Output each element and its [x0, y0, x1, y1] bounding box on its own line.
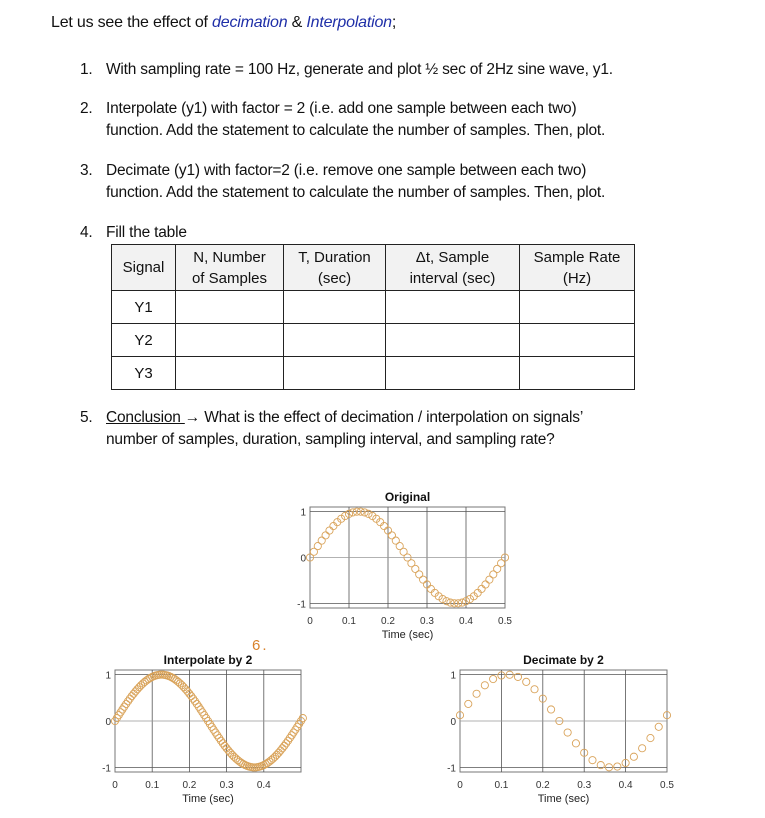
cell-duration[interactable] — [284, 357, 386, 390]
cell-number-of-samples[interactable] — [176, 357, 284, 390]
chart-decimate — [420, 648, 690, 818]
x-tick-label: 0.2 — [535, 780, 550, 791]
header-text-line-1: T, Duration — [298, 248, 371, 266]
y-tick-label: -1 — [102, 763, 111, 775]
task-2 — [80, 98, 605, 142]
task-3 — [80, 160, 605, 204]
header-duration — [284, 245, 386, 291]
task-text-line-1: Decimate (y1) with factor=2 (i.e. remove one sample between each two) — [106, 162, 587, 179]
header-sample-rate — [520, 245, 635, 291]
arrow-icon: → — [184, 409, 201, 426]
cell-sample-rate[interactable] — [520, 324, 635, 357]
header-text-line-1: Δt, Sample — [415, 248, 490, 266]
cell-sample-rate[interactable] — [520, 357, 635, 390]
task-text-line-2: function. Add the statement to calculate the number of samples. Then, plot. — [106, 122, 606, 139]
x-tick-label: 0.1 — [494, 780, 509, 791]
chart-original — [270, 485, 530, 655]
table-header-row — [112, 245, 635, 291]
cell-sample-interval[interactable] — [386, 357, 520, 390]
cell-sample-interval[interactable] — [386, 291, 520, 324]
task-1 — [80, 59, 613, 81]
y-tick-label: 0 — [105, 717, 111, 728]
task-text-line-2: number of samples, duration, sampling interval, and sampling rate? — [106, 431, 555, 448]
intro-prefix: Let us see the effect of — [51, 14, 213, 31]
fill-table — [111, 244, 635, 390]
header-text-line-2: interval (sec) — [409, 269, 496, 287]
header-text: Signal — [122, 259, 165, 276]
x-axis-label: Time (sec) — [381, 629, 434, 641]
task-text-line-2: function. Add the statement to calculate the number of samples. Then, plot. — [106, 184, 606, 201]
cell-duration[interactable] — [284, 324, 386, 357]
annotation-number: 6. — [252, 637, 269, 654]
header-signal — [112, 245, 176, 291]
y-tick-label: 0 — [300, 553, 306, 565]
y-tick-label: -1 — [297, 599, 306, 611]
y-tick-label: 1 — [105, 670, 111, 682]
header-text-line-2: (sec) — [317, 269, 352, 287]
chart-title: Original — [384, 490, 431, 504]
y-tick-label: -1 — [447, 763, 456, 775]
x-tick-label: 0 — [112, 780, 118, 791]
task-text-line-1: Interpolate (y1) with factor = 2 (i.e. add one sample between each two) — [106, 100, 577, 117]
header-text-line-1: Sample Rate — [533, 248, 621, 266]
header-sample-interval — [386, 245, 520, 291]
x-tick-label: 0.4 — [256, 780, 271, 791]
x-axis-label: Time (sec) — [182, 793, 234, 805]
cell-sample-interval[interactable] — [386, 324, 520, 357]
task-number: 5. — [80, 409, 93, 426]
signal-label: Y3 — [112, 357, 176, 390]
x-tick-label: 0 — [457, 780, 463, 791]
x-axis-label: Time (sec) — [537, 793, 590, 805]
task-5 — [80, 407, 583, 451]
y-tick-label: 1 — [300, 507, 306, 519]
intro-sentence — [51, 14, 396, 32]
x-tick-label: 0 — [307, 616, 313, 627]
conclusion-question: What is the effect of decimation / interpolation on signals’ — [200, 409, 584, 426]
x-tick-label: 0.2 — [182, 780, 197, 791]
task-text: With sampling rate = 100 Hz, generate and plot ½ sec of 2Hz sine wave, y1. — [106, 61, 613, 78]
task-text: Fill the table — [106, 224, 187, 241]
task-text-line-1 — [106, 407, 583, 429]
y-tick-label: 0 — [450, 717, 456, 728]
chart-title: Decimate by 2 — [523, 653, 604, 667]
intro-joiner: & — [287, 14, 307, 31]
header-text-line-2: (Hz) — [562, 269, 592, 287]
x-tick-label: 0.5 — [498, 616, 512, 627]
x-tick-label: 0.4 — [459, 616, 473, 627]
x-tick-label: 0.4 — [618, 780, 633, 791]
keyword-decimation: decimation — [212, 14, 288, 31]
intro-suffix: ; — [391, 14, 397, 31]
header-text-line-1: N, Number — [193, 248, 266, 266]
table-row — [112, 357, 635, 390]
y-tick-label: 1 — [450, 670, 456, 682]
conclusion-label: Conclusion — [106, 409, 185, 426]
keyword-interpolation: Interpolation — [306, 14, 392, 31]
x-tick-label: 0.1 — [342, 616, 356, 627]
x-tick-label: 0.2 — [381, 616, 395, 627]
x-tick-label: 0.3 — [219, 780, 234, 791]
x-tick-label: 0.5 — [660, 780, 674, 791]
task-4 — [80, 222, 187, 244]
cell-sample-rate[interactable] — [520, 291, 635, 324]
chart-interpolate — [75, 648, 335, 818]
table-row — [112, 291, 635, 324]
task-number: 1. — [80, 61, 93, 78]
signal-label: Y2 — [112, 324, 176, 357]
task-number: 4. — [80, 224, 93, 241]
x-tick-label: 0.3 — [577, 780, 592, 791]
cell-duration[interactable] — [284, 291, 386, 324]
x-tick-label: 0.3 — [420, 616, 434, 627]
task-number: 2. — [80, 100, 93, 117]
table-row — [112, 324, 635, 357]
signal-label: Y1 — [112, 291, 176, 324]
task-number: 3. — [80, 162, 93, 179]
cell-number-of-samples[interactable] — [176, 291, 284, 324]
header-text-line-2: of Samples — [191, 269, 268, 287]
chart-title: Interpolate by 2 — [163, 653, 253, 667]
cell-number-of-samples[interactable] — [176, 324, 284, 357]
x-tick-label: 0.1 — [145, 780, 160, 791]
header-number-of-samples — [176, 245, 284, 291]
